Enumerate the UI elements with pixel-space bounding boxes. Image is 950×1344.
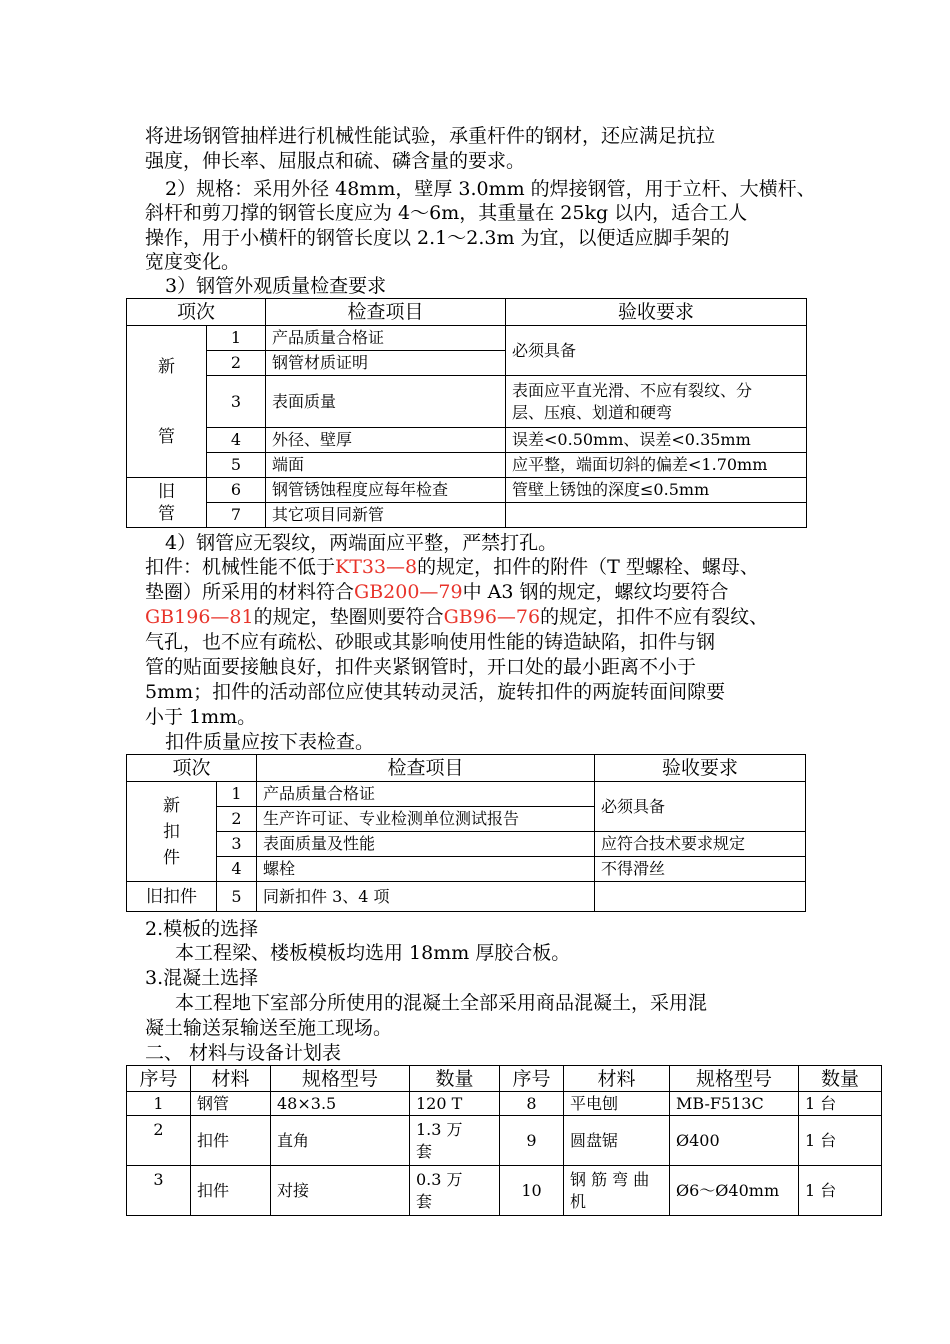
header-cell: 规格型号 [670, 1066, 799, 1092]
spec: 48×3.5 [271, 1092, 410, 1116]
quantity: 1.3 万 套 [410, 1116, 500, 1166]
paragraph-line: 斜杆和剪刀撑的钢管长度应为 4～6m，其重量在 25kg 以内，适合工人 [145, 202, 748, 224]
quantity: 120 T [410, 1092, 500, 1116]
row-number: 2 [217, 807, 257, 832]
row-number: 1 [217, 782, 257, 807]
quantity: 0.3 万 套 [410, 1166, 500, 1216]
table-caption: 3）钢管外观质量检查要求 [165, 275, 387, 297]
requirement: 必须具备 [595, 782, 806, 832]
standard-code: GB200—79 [354, 581, 463, 603]
row-number: 5 [217, 882, 257, 912]
quantity: 1 台 [799, 1166, 882, 1216]
header-cell: 数量 [410, 1066, 500, 1092]
standard-code: GB96—76 [443, 606, 541, 628]
paragraph-line: 5mm；扣件的活动部位应使其转动灵活，旋转扣件的两旋转面间隙要 [145, 681, 726, 703]
header-cell: 序号 [127, 1066, 191, 1092]
requirement: 必须具备 [506, 326, 807, 376]
header-cell: 数量 [799, 1066, 882, 1092]
row-number: 2 [207, 351, 266, 376]
section-heading: 2.模板的选择 [145, 918, 259, 940]
pipe-inspection-table [126, 298, 807, 528]
fastener-inspection-table [126, 754, 806, 912]
paragraph-line: 小于 1mm。 [145, 706, 257, 728]
requirement: 不得滑丝 [595, 857, 806, 882]
paragraph-line: 强度，伸长率、屈服点和硫、磷含量的要求。 [145, 150, 526, 172]
material: 平电刨 [564, 1092, 670, 1116]
spec: MB-F513C [670, 1092, 799, 1116]
check-item: 生产许可证、专业检测单位测试报告 [257, 807, 595, 832]
header-cell: 序号 [500, 1066, 564, 1092]
table-caption: 扣件质量应按下表检查。 [165, 731, 375, 753]
requirement: 表面应平直光滑、不应有裂纹、分 层、压痕、划道和硬弯 [506, 376, 807, 428]
row-number: 3 [217, 832, 257, 857]
check-item: 表面质量及性能 [257, 832, 595, 857]
check-item: 端面 [266, 453, 506, 478]
paragraph-line: GB196—81的规定，垫圈则要符合GB96—76的规定，扣件不应有裂纹、 [145, 606, 769, 628]
paragraph-line: 宽度变化。 [145, 251, 241, 273]
material: 扣件 [191, 1166, 271, 1216]
header-cell: 验收要求 [595, 755, 806, 782]
row-number: 4 [217, 857, 257, 882]
section-heading: 3.混凝土选择 [145, 967, 259, 989]
header-cell: 检查项目 [266, 299, 506, 326]
check-item: 钢管锈蚀程度应每年检查 [266, 478, 506, 503]
serial-number: 2 [127, 1116, 191, 1166]
paragraph-line: 本工程地下室部分所使用的混凝土全部采用商品混凝土，采用混 [175, 992, 708, 1014]
standard-code: GB196—81 [145, 606, 254, 628]
header-cell: 材料 [191, 1066, 271, 1092]
check-item: 螺栓 [257, 857, 595, 882]
table-caption: 二、 材料与设备计划表 [145, 1042, 342, 1064]
paragraph-line: 操作，用于小横杆的钢管长度以 2.1～2.3m 为宜，以便适应脚手架的 [145, 227, 730, 249]
check-item: 表面质量 [266, 376, 506, 428]
group-new-pipe: 新 管 [127, 326, 207, 478]
quantity: 1 台 [799, 1092, 882, 1116]
paragraph-line: 4）钢管应无裂纹，两端面应平整，严禁打孔。 [165, 532, 558, 554]
paragraph-line: 2）规格：采用外径 48mm，壁厚 3.0mm 的焊接钢管，用于立杆、大横杆、 [165, 178, 816, 200]
check-item: 钢管材质证明 [266, 351, 506, 376]
group-old-fastener: 旧扣件 [127, 882, 217, 912]
quantity: 1 台 [799, 1116, 882, 1166]
check-item: 同新扣件 3、4 项 [257, 882, 595, 912]
header-cell: 规格型号 [271, 1066, 410, 1092]
paragraph-line: 扣件：机械性能不低于KT33—8的规定，扣件的附件（T 型螺栓、螺母、 [145, 556, 759, 578]
header-cell: 检查项目 [257, 755, 595, 782]
material: 钢管 [191, 1092, 271, 1116]
requirement: 误差<0.50mm、误差<0.35mm [506, 428, 807, 453]
spec: Ø400 [670, 1116, 799, 1166]
check-item: 其它项目同新管 [266, 503, 506, 528]
serial-number: 10 [500, 1166, 564, 1216]
requirement [595, 882, 806, 912]
check-item: 产品质量合格证 [266, 326, 506, 351]
row-number: 7 [207, 503, 266, 528]
materials-equipment-table [126, 1065, 882, 1216]
paragraph-line: 管的贴面要接触良好，扣件夹紧钢管时，开口处的最小距离不小于 [145, 656, 697, 678]
group-new-fastener: 新 扣 件 [127, 782, 217, 882]
standard-code: KT33—8 [335, 556, 418, 578]
header-cell: 验收要求 [506, 299, 807, 326]
paragraph-line: 气孔，也不应有疏松、砂眼或其影响使用性能的铸造缺陷，扣件与钢 [145, 631, 716, 653]
row-number: 6 [207, 478, 266, 503]
serial-number: 1 [127, 1092, 191, 1116]
requirement: 应平整，端面切斜的偏差<1.70mm [506, 453, 807, 478]
requirement: 管壁上锈蚀的深度≤0.5mm [506, 478, 807, 503]
group-old-pipe: 旧 管 [127, 478, 207, 528]
requirement: 应符合技术要求规定 [595, 832, 806, 857]
material: 钢 筋 弯 曲 机 [564, 1166, 670, 1216]
header-cell: 材料 [564, 1066, 670, 1092]
paragraph-line: 将进场钢管抽样进行机械性能试验，承重杆件的钢材，还应满足抗拉 [145, 125, 716, 147]
header-cell: 项次 [127, 299, 266, 326]
check-item: 外径、壁厚 [266, 428, 506, 453]
header-cell: 项次 [127, 755, 257, 782]
paragraph-line: 垫圈）所采用的材料符合GB200—79中 A3 钢的规定，螺纹均要符合 [145, 581, 729, 603]
check-item: 产品质量合格证 [257, 782, 595, 807]
paragraph-line: 凝土输送泵输送至施工现场。 [145, 1017, 393, 1039]
material: 扣件 [191, 1116, 271, 1166]
serial-number: 9 [500, 1116, 564, 1166]
row-number: 5 [207, 453, 266, 478]
spec: Ø6～Ø40mm [670, 1166, 799, 1216]
material: 圆盘锯 [564, 1116, 670, 1166]
row-number: 1 [207, 326, 266, 351]
serial-number: 3 [127, 1166, 191, 1216]
paragraph-line: 本工程梁、楼板模板均选用 18mm 厚胶合板。 [175, 942, 571, 964]
spec: 直角 [271, 1116, 410, 1166]
spec: 对接 [271, 1166, 410, 1216]
row-number: 4 [207, 428, 266, 453]
row-number: 3 [207, 376, 266, 428]
serial-number: 8 [500, 1092, 564, 1116]
requirement [506, 503, 807, 528]
